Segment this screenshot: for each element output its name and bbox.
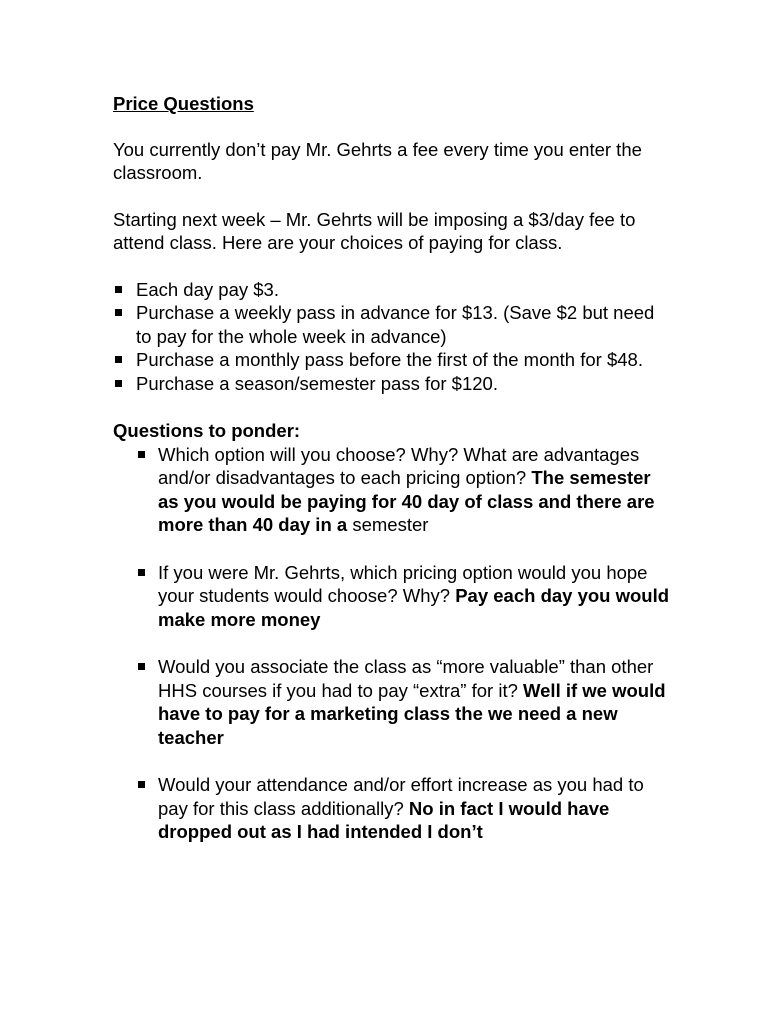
bullet-square-icon (115, 286, 122, 293)
question-item (158, 443, 673, 537)
question-text: Would you associate the class as “more valuable” than other HHS courses if you had to pay “extra” for it? (158, 656, 654, 701)
answer-text: Pay each day you would make more money (158, 585, 670, 630)
answer-text: No in fact I would have dropped out as I had intended I don’t (158, 797, 610, 842)
fee-paragraph: Starting next week – Mr. Gehrts will be imposing a $3/day fee to attend class. Here are your choices of paying for class. (113, 208, 636, 253)
question-text: Which option will you choose? Why? What are advantages and/or disadvantages to each pricing option? (158, 443, 640, 488)
bullet-square-icon (138, 663, 145, 670)
questions-heading: Questions to ponder: (113, 420, 301, 441)
bullet-square-icon (138, 451, 145, 458)
payment-choice-text: Purchase a monthly pass before the first of the month for $48. (136, 349, 643, 370)
payment-choices-list (113, 278, 673, 396)
question-item (158, 655, 673, 749)
question-item (158, 773, 673, 844)
payment-choice (113, 278, 673, 302)
bullet-square-icon (115, 380, 122, 387)
question-item (158, 561, 673, 632)
document-title: Price Questions (113, 93, 254, 114)
payment-choice (113, 372, 673, 396)
bullet-square-icon (138, 781, 145, 788)
bullet-square-icon (115, 356, 122, 363)
payment-choice (113, 301, 673, 348)
answer-text: The semester as you would be paying for 40 day of class and there are more than 40 day in a (158, 467, 655, 535)
question-text: Would your attendance and/or effort increase as you had to pay for this class additionally? (158, 774, 644, 819)
intro-paragraph: You currently don’t pay Mr. Gehrts a fee every time you enter the classroom. (113, 138, 642, 183)
question-trailing-text: semester (347, 514, 429, 535)
payment-choice-text: Purchase a weekly pass in advance for $13. (Save $2 but need to pay for the whole week in advance) (136, 302, 655, 347)
answer-text: Well if we would have to pay for a marketing class the we need a new teacher (158, 679, 666, 748)
bullet-square-icon (115, 309, 122, 316)
questions-list (113, 443, 673, 844)
payment-choice (113, 348, 673, 372)
question-text: If you were Mr. Gehrts, which pricing option would you hope your students would choose? Why? (158, 561, 648, 606)
payment-choice-text: Purchase a season/semester pass for $120. (136, 372, 498, 394)
document-page (113, 92, 673, 868)
bullet-square-icon (138, 569, 145, 576)
payment-choice-text: Each day pay $3. (136, 278, 279, 300)
